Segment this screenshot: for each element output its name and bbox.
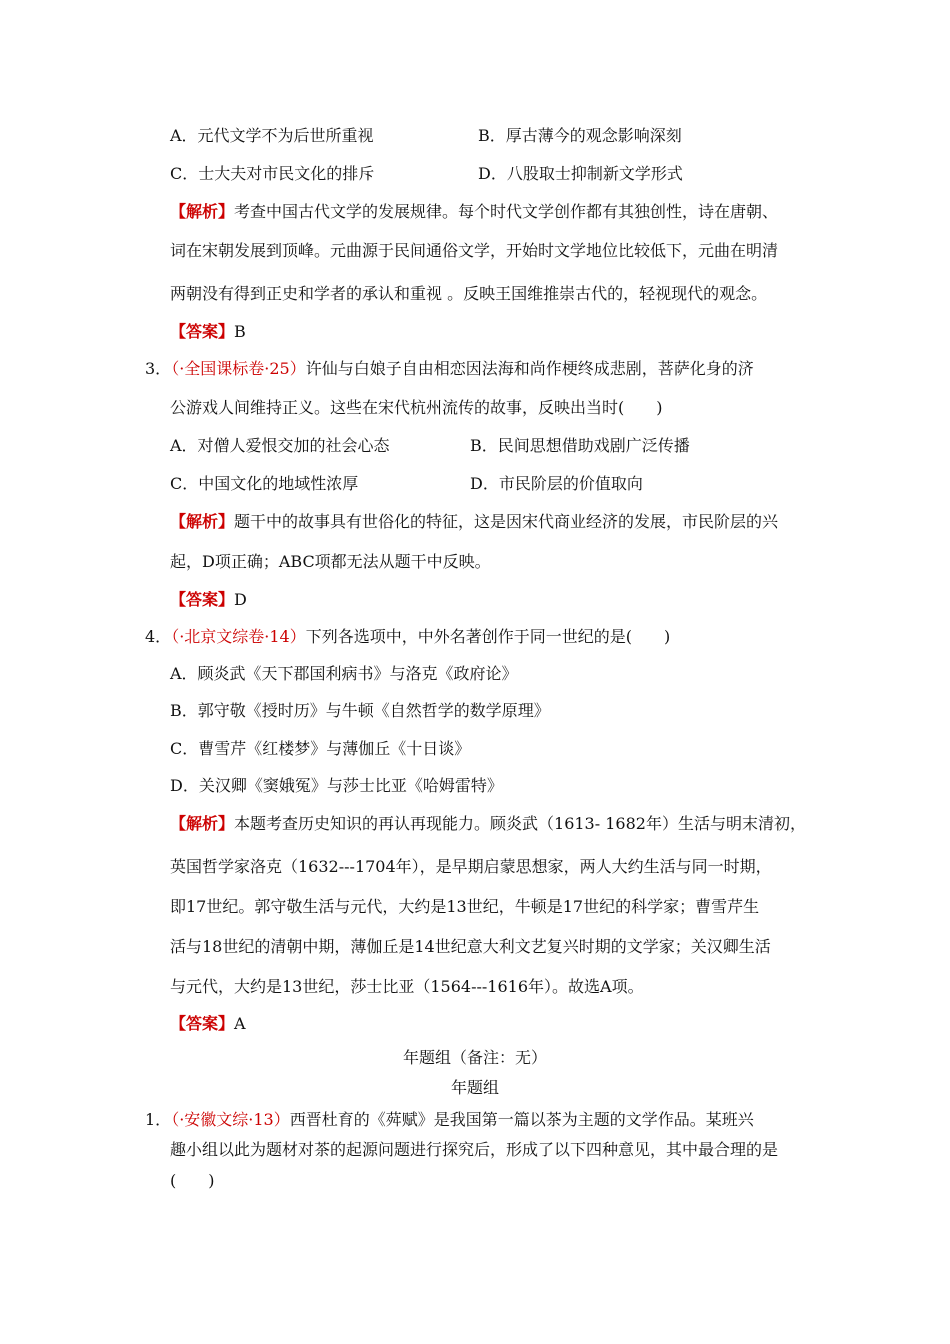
q3-stem-line-2: 公游戏人间维持正义。这些在宋代杭州流传的故事，反映出当时( ) [170,398,663,417]
q1-stem-text-1: 西晋杜育的《荈赋》是我国第一篇以茶为主题的文学作品。某班兴 [289,1110,754,1129]
q4-answer-tag: 【答案】 [170,1014,235,1033]
q2-analysis-tag: 【解析】 [170,202,235,221]
q3-analysis-line-2: 起，D项正确；ABC项都无法从题干中反映。 [170,552,491,571]
q2-answer-value: B [234,322,246,341]
q4-analysis-line-2: 英国哲学家洛克（1632---1704年），是早期启蒙思想家，两人大约生活与同一时期， [170,857,772,876]
q3-stem-text-1: 许仙与白娘子自由相恋因法海和尚作梗终成悲剧，菩萨化身的济 [305,359,754,378]
q4-analysis-line-4: 活与18世纪的清朝中期，薄伽丘是14世纪意大利文艺复兴时期的文学家；关汉卿生活 [170,937,771,956]
q3-option-a: A．对僧人爱恨交加的社会心态 [170,436,390,455]
q3-option-d: D．市民阶层的价值取向 [470,474,643,493]
q2-answer-tag: 【答案】 [170,322,235,341]
q4-source: （·北京文综卷·14） [171,627,306,646]
q3-answer-value: D [234,590,247,609]
q4-analysis-line-3: 即17世纪。郭守敬生活与元代，大约是13世纪，牛顿是17世纪的科学家；曹雪芹生 [170,897,760,916]
section-subtitle: 年题组 [450,1078,499,1097]
q4-option-d: D．关汉卿《窦娥冤》与莎士比亚《哈姆雷特》 [170,776,503,795]
q3-stem-line-1 [145,358,754,380]
q3-analysis-line-1 [170,511,778,533]
q2-analysis-line-2: 词在宋朝发展到顶峰。元曲源于民间通俗文学，开始时文学地位比较低下，元曲在明清 [170,241,779,260]
q4-analysis-line-1 [170,813,806,835]
q4-option-b: B．郭守敬《授时历》与牛顿《自然哲学的数学原理》 [170,701,550,720]
q2-option-b: B．厚古薄今的观念影响深刻 [478,126,682,145]
q4-number: 4． [145,627,172,646]
q2-analysis-text-1: 考查中国古代文学的发展规律。每个时代文学创作都有其独创性，诗在唐朝、 [234,202,779,221]
q3-source: （·全国课标卷·25） [171,359,306,378]
q1-source: （·安徽文综·13） [171,1110,290,1129]
q4-answer-value: A [234,1014,246,1033]
q3-answer-line [170,589,247,611]
q3-analysis-text-1: 题干中的故事具有世俗化的特征，这是因宋代商业经济的发展，市民阶层的兴 [234,512,779,531]
q4-analysis-tag: 【解析】 [170,814,235,833]
q4-answer-line [170,1013,246,1035]
q3-analysis-tag: 【解析】 [170,512,235,531]
q4-stem-line [145,626,670,648]
q4-stem-text: 下列各选项中，中外名著创作于同一世纪的是( ) [305,627,671,646]
q2-answer-line [170,321,246,343]
q2-analysis-line-1 [170,201,778,223]
q2-option-a: A．元代文学不为后世所重视 [170,126,374,145]
q1-number: 1． [145,1110,172,1129]
q3-option-b: B．民间思想借助戏剧广泛传播 [470,436,690,455]
q4-option-a: A．顾炎武《天下郡国利病书》与洛克《政府论》 [170,664,518,683]
q4-option-c: C．曹雪芹《红楼梦》与薄伽丘《十日谈》 [170,739,471,758]
section-title: 年题组（备注：无） [402,1048,547,1067]
q1-stem-line-2: 趣小组以此为题材对茶的起源问题进行探究后，形成了以下四种意见，其中最合理的是 [170,1140,779,1159]
q3-answer-tag: 【答案】 [170,590,235,609]
q1-stem-line-1 [145,1109,754,1131]
q3-number: 3． [145,359,172,378]
q4-analysis-line-5: 与元代，大约是13世纪，莎士比亚（1564---1616年）。故选A项。 [170,977,644,996]
q3-option-c: C．中国文化的地域性浓厚 [170,474,359,493]
q1-stem-line-3: ( ) [170,1171,215,1190]
q2-analysis-line-3: 两朝没有得到正史和学者的承认和重视 。反映王国维推崇古代的，轻视现代的观念。 [170,284,768,303]
q2-option-d: D．八股取士抑制新文学形式 [478,164,683,183]
q2-option-c: C．士大夫对市民文化的排斥 [170,164,375,183]
q4-analysis-text-1: 本题考查历史知识的再认再现能力。顾炎武（1613- 1682年）生活与明末清初， [234,814,806,833]
